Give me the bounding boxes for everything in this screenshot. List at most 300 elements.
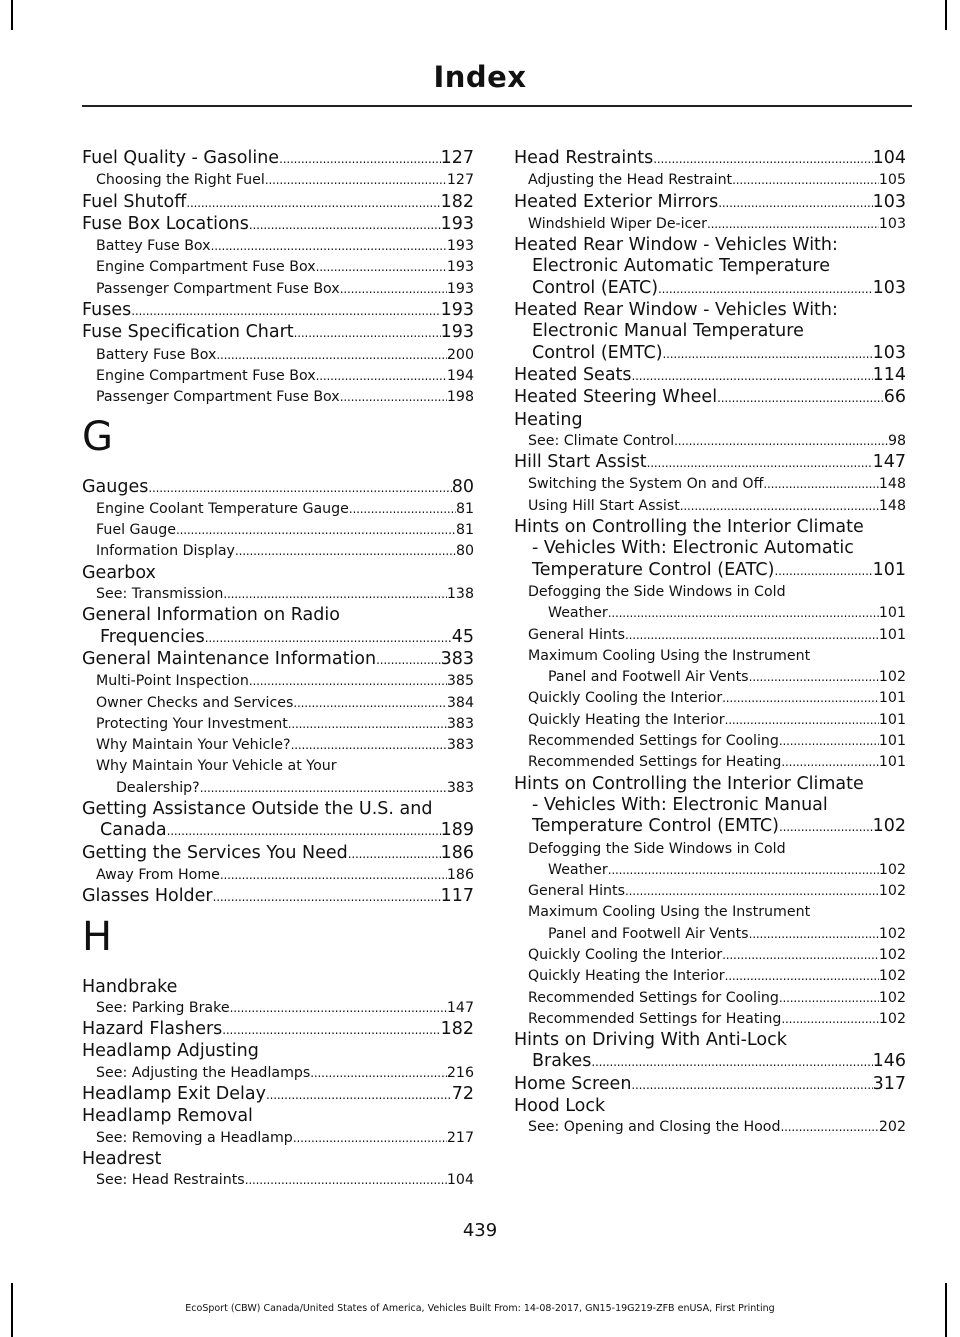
entry-term: Windshield Wiper De-icer [528,215,707,232]
entry-page: 383 [446,779,474,796]
dot-leader [223,584,447,605]
dot-leader [376,649,441,671]
entry-term: See: Removing a Headlamp [96,1129,293,1146]
entry-page: 216 [446,1064,474,1081]
entry-term: Hill Start Assist [514,452,647,473]
entry-page: 101 [872,559,906,580]
index-entry [82,322,474,344]
entry-term: Panel and Footwell Air Vents [548,669,749,686]
entry-term: Control (EMTC) [532,342,663,363]
index-subentry [514,839,906,882]
entry-term: Heated Seats [514,364,632,385]
dot-leader [732,170,879,191]
entry-term: See: Opening and Closing the Hood [528,1119,781,1136]
dot-leader [213,886,441,908]
dot-leader [148,477,451,499]
index-entry [514,1074,906,1096]
entry-page: 102 [878,946,906,963]
dot-leader [647,452,873,474]
entry-term: Glasses Holder [82,886,213,907]
dot-leader [310,1063,447,1084]
section-letter: H [82,913,113,960]
entry-page: 127 [440,148,474,168]
dot-leader [348,843,441,865]
dot-leader [205,627,452,649]
entry-term: Temperature Control (EMTC) [532,816,779,837]
dot-leader [718,192,872,214]
entry-page: 81 [455,500,474,517]
dot-leader [249,671,447,692]
index-entry [82,1084,474,1106]
index-entry [514,365,906,387]
index-entry [514,387,906,409]
entry-term: - Vehicles With: Electronic Automatic [532,538,854,559]
dot-leader [220,865,447,886]
index-entry [514,452,906,474]
dot-leader [316,366,447,387]
entry-term: Weather [548,605,608,622]
entry-term: Panel and Footwell Air Vents [548,925,749,942]
index-entry [82,1019,474,1041]
index-entry [82,1041,474,1062]
index-entry [82,477,474,499]
entry-term: Engine Compartment Fuse Box [96,259,316,276]
entry-term: Quickly Heating the Interior [528,968,725,985]
entry-term: Fuel Shutoff [82,191,187,212]
index-entry [82,148,474,170]
index-subentry [82,714,474,735]
entry-term: Gearbox [82,562,156,583]
entry-page: 147 [872,452,906,473]
crop-mark-top-right [945,0,947,30]
entry-page: 102 [878,883,906,900]
index-entry [514,148,906,170]
dot-leader [608,603,879,624]
entry-page: 148 [878,476,906,493]
entry-page: 101 [878,690,906,707]
dot-leader [625,881,879,902]
entry-term: Hints on Controlling the Interior Climate [514,517,864,538]
dot-leader [266,1084,452,1106]
index-subentry [514,625,906,646]
index-entry [514,300,906,365]
entry-term: Why Maintain Your Vehicle at Your [96,758,337,775]
index-subentry [514,945,906,966]
dot-leader [632,365,873,387]
entry-page: 102 [878,968,906,985]
entry-term: Headrest [82,1148,162,1169]
index-subentry [82,345,474,366]
dot-leader [717,387,884,409]
entry-term: Hints on Driving With Anti-Lock [514,1030,787,1051]
entry-term: Canada [100,820,167,841]
index-subentry [82,236,474,257]
dot-leader [608,860,879,881]
entry-page: 138 [446,586,474,603]
entry-page: 202 [878,1119,906,1136]
dot-leader [316,257,447,278]
entry-term: See: Head Restraints [96,1172,245,1189]
entry-page: 217 [446,1129,474,1146]
entry-page: 383 [446,715,474,732]
entry-term: Fuel Quality - Gasoline [82,148,280,168]
index-subentry [82,366,474,387]
entry-term: Head Restraints [514,148,654,168]
dot-leader [340,387,447,408]
entry-page: 193 [440,300,474,321]
index-subentry [82,541,474,562]
page-number: 439 [462,1220,498,1241]
entry-page: 385 [446,673,474,690]
entry-term: Quickly Cooling the Interior [528,690,723,707]
entry-term: Fuse Specification Chart [82,322,294,343]
page-title: Index [433,60,527,94]
section-letter: G [82,413,113,460]
index-entry [82,605,474,649]
index-entry [514,235,906,300]
dot-leader [631,1074,872,1096]
index-subentry [82,170,474,191]
entry-term: Engine Compartment Fuse Box [96,367,316,384]
entry-term: Battey Fuse Box [96,238,211,255]
entry-term: Recommended Settings for Heating [528,1010,782,1027]
index-entry [514,517,906,582]
entry-term: Heated Steering Wheel [514,387,718,408]
entry-page: 127 [446,172,474,189]
index-column-left [82,148,474,1191]
entry-page: 101 [878,711,906,728]
index-subentry [82,279,474,300]
index-subentry [82,1063,474,1084]
entry-term: - Vehicles With: Electronic Manual [532,794,828,815]
entry-page: 200 [446,346,474,363]
dot-leader [293,693,447,714]
entry-term: General Information on Radio [82,605,340,626]
index-subentry [82,865,474,886]
dot-leader [680,496,879,517]
entry-term: Quickly Heating the Interior [528,711,725,728]
entry-page: 193 [446,280,474,297]
entry-page: 193 [440,213,474,234]
entry-page: 72 [451,1083,474,1104]
index-subentry [514,752,906,773]
dot-leader [658,278,873,300]
dot-leader [779,731,879,752]
dot-leader [211,236,447,257]
index-subentry [514,582,906,625]
dot-leader [293,1128,447,1149]
entry-page: 383 [440,648,474,669]
entry-page: 189 [440,820,474,841]
entry-term: Hazard Flashers [82,1019,223,1040]
entry-page: 101 [878,605,906,622]
entry-page: 193 [440,322,474,343]
dot-leader [294,322,441,344]
entry-term: Temperature Control (EATC) [532,559,775,580]
entry-page: 186 [446,866,474,883]
dot-leader [249,214,441,236]
entry-page: 45 [451,626,474,647]
entry-term: Recommended Settings for Heating [528,754,782,771]
index-subentry [514,170,906,191]
entry-page: 102 [878,1010,906,1027]
index-entry [82,977,474,998]
index-entry [82,563,474,584]
entry-term: Heated Rear Window - Vehicles With: [514,235,838,256]
entry-page: 117 [440,886,474,907]
entry-term: General Hints [528,883,625,900]
entry-term: Using Hill Start Assist [528,497,680,514]
dot-leader [131,300,440,322]
entry-term: Away From Home [96,866,220,883]
entry-term: Maximum Cooling Using the Instrument [528,904,811,921]
entry-term: Heated Rear Window - Vehicles With: [514,300,838,321]
dot-leader [245,1170,447,1191]
entry-term: Multi-Point Inspection [96,673,249,690]
index-subentry [82,998,474,1019]
index-entry [82,1149,474,1170]
dot-leader [779,816,873,838]
entry-term: General Hints [528,626,625,643]
entry-page: 102 [878,861,906,878]
entry-term: Maximum Cooling Using the Instrument [528,647,811,664]
entry-term: Control (EATC) [532,277,659,298]
dot-leader [781,1009,879,1030]
entry-page: 103 [872,191,906,212]
entry-term: Getting the Services You Need [82,842,348,863]
index-subentry [514,881,906,902]
entry-page: 102 [872,816,906,837]
entry-term: See: Transmission [96,586,224,603]
index-entry [514,410,906,431]
entry-term: Headlamp Removal [82,1106,253,1127]
entry-page: 103 [878,215,906,232]
entry-term: See: Climate Control [528,432,675,449]
index-subentry [514,988,906,1009]
entry-page: 102 [878,669,906,686]
index-entry [82,843,474,865]
entry-term: Passenger Compartment Fuse Box [96,280,340,297]
index-subentry [82,693,474,714]
index-subentry [514,902,906,945]
entry-page: 104 [446,1172,474,1189]
index-subentry [514,731,906,752]
entry-page: 66 [883,387,906,408]
entry-term: Switching the System On and Off [528,476,764,493]
index-entry [514,1030,906,1074]
index-entry [514,1096,906,1117]
dot-leader [176,520,456,541]
index-entry [82,799,474,843]
entry-page: 98 [887,432,906,449]
dot-leader [265,170,447,191]
entry-term: Gauges [82,476,149,497]
entry-page: 80 [455,543,474,560]
index-entry [82,300,474,322]
entry-page: 102 [878,989,906,1006]
entry-term: Home Screen [514,1073,632,1094]
entry-term: Frequencies [100,626,205,647]
entry-term: Weather [548,861,608,878]
entry-page: 103 [872,342,906,363]
entry-term: Why Maintain Your Vehicle? [96,737,291,754]
entry-term: Hints on Controlling the Interior Climate [514,773,864,794]
dot-leader [216,345,447,366]
entry-page: 148 [878,497,906,514]
entry-term: Handbrake [82,976,178,997]
entry-page: 194 [446,367,474,384]
index-entry [82,649,474,671]
entry-page: 383 [446,737,474,754]
entry-term: Adjusting the Head Restraint [528,172,733,189]
dot-leader [279,148,441,170]
entry-term: Passenger Compartment Fuse Box [96,389,340,406]
entry-term: Engine Coolant Temperature Gauge [96,500,349,517]
dot-leader [186,192,440,214]
index-subentry [514,1009,906,1030]
dot-leader [349,499,456,520]
dot-leader [707,214,879,235]
dot-leader [288,714,447,735]
index-subentry [514,646,906,689]
entry-term: Heated Exterior Mirrors [514,191,719,212]
index-entry [514,774,906,839]
entry-term: Getting Assistance Outside the U.S. and [82,799,433,820]
index-subentry [82,520,474,541]
index-subentry [514,688,906,709]
index-subentry [82,387,474,408]
index-subentry [82,257,474,278]
index-entry [82,886,474,908]
dot-leader [749,667,879,688]
entry-term: Dealership? [116,779,200,796]
entry-term: General Maintenance Information [82,648,377,669]
index-subentry [82,499,474,520]
dot-leader [653,148,872,170]
entry-term: Fuse Box Locations [82,213,249,234]
index-entry [82,1106,474,1127]
dot-leader [774,560,872,582]
entry-page: 186 [440,842,474,863]
dot-leader [291,735,447,756]
dot-leader [725,966,879,987]
index-column-right [514,148,906,1139]
entry-term: See: Parking Brake [96,999,230,1016]
entry-page: 182 [440,191,474,212]
entry-page: 81 [455,522,474,539]
entry-term: Information Display [96,543,235,560]
dot-leader [674,431,888,452]
dot-leader [230,998,447,1019]
entry-page: 114 [872,364,906,385]
entry-term: Brakes [532,1051,592,1072]
entry-term: Electronic Manual Temperature [532,321,804,342]
entry-page: 198 [446,389,474,406]
entry-term: Recommended Settings for Cooling [528,989,779,1006]
entry-page: 80 [451,476,474,497]
dot-leader [781,1117,879,1138]
dot-leader [722,688,879,709]
entry-term: Headlamp Exit Delay [82,1083,266,1104]
entry-term: Quickly Cooling the Interior [528,946,723,963]
entry-term: Headlamp Adjusting [82,1041,259,1062]
index-subentry [514,474,906,495]
index-entry [82,192,474,214]
entry-page: 101 [878,626,906,643]
dot-leader [222,1019,440,1041]
index-subentry [514,214,906,235]
dot-leader [779,988,879,1009]
entry-page: 101 [878,733,906,750]
dot-leader [722,945,879,966]
entry-page: 384 [446,694,474,711]
index-subentry [514,966,906,987]
index-subentry [82,1170,474,1191]
entry-term: Choosing the Right Fuel [96,172,265,189]
entry-page: 101 [878,754,906,771]
entry-term: Defogging the Side Windows in Cold [528,583,786,600]
crop-mark-top-left [11,0,13,30]
entry-page: 182 [440,1019,474,1040]
dot-leader [781,752,879,773]
entry-page: 104 [872,148,906,168]
dot-leader [591,1051,872,1073]
index-subentry [514,431,906,452]
entry-term: Fuses [82,300,132,321]
index-subentry [82,756,474,799]
entry-page: 147 [446,999,474,1016]
entry-term: Owner Checks and Services [96,694,294,711]
entry-term: Protecting Your Investment [96,715,288,732]
dot-leader [340,279,447,300]
entry-term: Recommended Settings for Cooling [528,733,779,750]
entry-term: Heating [514,409,583,430]
dot-leader [167,820,441,842]
entry-page: 105 [878,172,906,189]
dot-leader [200,778,447,799]
header-divider [82,105,912,107]
entry-page: 102 [878,925,906,942]
index-entry [82,214,474,236]
dot-leader [749,924,879,945]
entry-term: Fuel Gauge [96,522,176,539]
entry-page: 146 [872,1051,906,1072]
dot-leader [625,625,879,646]
dot-leader [725,710,879,731]
index-subentry [82,671,474,692]
dot-leader [235,541,456,562]
entry-term: Battery Fuse Box [96,346,217,363]
index-subentry [514,496,906,517]
entry-term: Defogging the Side Windows in Cold [528,840,786,857]
entry-term: See: Adjusting the Headlamps [96,1064,311,1081]
entry-term: Hood Lock [514,1096,606,1117]
index-subentry [514,710,906,731]
index-subentry [82,584,474,605]
entry-page: 103 [872,277,906,298]
entry-term: Electronic Automatic Temperature [532,256,830,277]
index-subentry [82,1128,474,1149]
dot-leader [763,474,879,495]
index-subentry [514,1117,906,1138]
index-subentry [82,735,474,756]
entry-page: 193 [446,238,474,255]
footer-text: EcoSport (CBW) Canada/United States of America, Vehicles Built From: 14-08-2017, GN15-19G219-ZFB enUSA, First Printing [185,1303,775,1314]
entry-page: 317 [872,1073,906,1094]
dot-leader [663,343,873,365]
entry-page: 193 [446,259,474,276]
index-entry [514,192,906,214]
